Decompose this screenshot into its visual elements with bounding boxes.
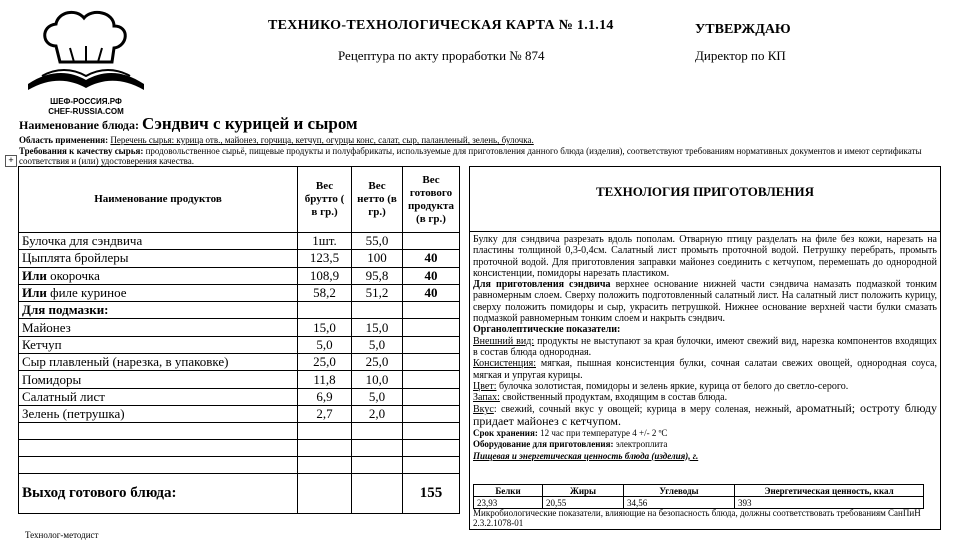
table-row [19, 371, 460, 388]
output-label: Выход готового блюда: [19, 474, 298, 514]
chef-hat-book-icon [22, 6, 150, 92]
ingredient-ready [403, 405, 460, 422]
approve-label: УТВЕРЖДАЮ [695, 22, 791, 37]
header-net: Вес нетто (в гр.) [352, 167, 403, 233]
color-label: Цвет: [473, 380, 497, 392]
header-ready: Вес готового продукта (в гр.) [403, 167, 460, 233]
dish-name: Сэндвич с курицей и сыром [141, 114, 358, 133]
table-move-handle-icon[interactable]: + [5, 155, 17, 167]
ingredient-label: Цыплята бройлеры [22, 250, 129, 266]
ingredient-ready [403, 354, 460, 371]
storage-label: Срок хранения: [473, 428, 538, 439]
ingredient-name [19, 233, 298, 250]
table-row [19, 284, 460, 301]
requirements-line [19, 146, 939, 166]
taste-label: Вкус [473, 404, 494, 416]
ingredient-label: Сыр плавленый (нарезка, в упаковке) [22, 354, 229, 370]
ingredient-prefix: Или [22, 285, 51, 301]
empty-row [19, 457, 460, 474]
nutrition-carbs: 34,56 [624, 497, 735, 509]
ingredient-net: 95,8 [352, 267, 403, 284]
nutrition-header-fat: Жиры [543, 485, 624, 497]
ingredient-ready [403, 336, 460, 353]
ingredient-label: Булочка для сэндвича [22, 233, 143, 249]
output-row [19, 474, 460, 514]
output-value: 155 [403, 474, 460, 514]
consistency-text: мягкая, пышная консистенция булки, сочная салатаи свежих овощей, однородная соуса, мягкая и упругая курицы. [473, 358, 937, 381]
ingredient-name [19, 302, 298, 319]
table-row [19, 250, 460, 267]
technology-text [473, 234, 937, 462]
ingredient-gross: 1шт. [298, 233, 352, 250]
organoleptic-label: Органолептические показатели: [473, 324, 621, 336]
microbiology-note: Микробиологические показатели, влияющие на безопасность блюда, должны соответствовать требованиям СанПиН 2.3.2.1078-01 [473, 508, 921, 528]
taste-text-big: ароматный; остроту блюду придает майонез с кетчупом. [473, 401, 937, 428]
nutrition-protein: 23,93 [474, 497, 543, 509]
color-text: булочка золотистая, помидоры и зелень яркие, курица от белого до светло-серого. [496, 380, 849, 392]
storage-line [473, 428, 937, 439]
requirements-value: продовольственное сырьё, пищевые продукты и полуфабрикаты, используемые для приготовления данного блюда (изделия), соответствуют требованиям нормативных документов и имеют сертификаты соответствия и (или) удостоверения качества. [19, 146, 922, 166]
ingredient-gross: 2,7 [298, 405, 352, 422]
ingredient-net: 10,0 [352, 371, 403, 388]
nutrition-header-protein: Белки [474, 485, 543, 497]
tech-p2-text: верхнее основание нижней части сэндвича намазать подмазкой тонким равномерным слоем. Сверху положить подготовленный салатный лист. На салатный лист положить курицу, сверху положить помидоры и сыр, украсить петрушкой. Нижнее основание верхней части булки смазать подмазкой равномерным тонким слоем и накрыть сэндвич. [473, 279, 937, 325]
ingredient-net: 100 [352, 250, 403, 267]
tech-paragraph-1: Булку для сэндвича разрезать вдоль пополам. Отварную птицу разделать на филе без кожи, нарезать на пластины толщиной 0,3-0,4см. Салатный лист промыть проточной водой. Петрушку перебрать, промыть проточной водой. Для приготовления заправки майонез соединить с кетчупом, перемешать до однородной консистенции, помидоры нарезать пластиком. [473, 234, 937, 279]
ingredient-net: 5,0 [352, 336, 403, 353]
nutrition-fat: 20,55 [543, 497, 624, 509]
ingredient-ready [403, 302, 460, 319]
table-row [19, 233, 460, 250]
scope-value: Перечень сырья: курица отв., майонез, горчица, кетчуп, огурцы конс, салат, сыр, паланленый, зелень, булочка. [110, 135, 534, 145]
logo-text-en: CHEF-RUSSIA.COM [48, 107, 124, 116]
tech-p2-label: Для приготовления сэндвича [473, 279, 611, 291]
table-row [19, 336, 460, 353]
header-name: Наименование продуктов [19, 167, 298, 233]
ingredient-gross: 123,5 [298, 250, 352, 267]
ingredient-name [19, 371, 298, 388]
nutrition-header-carbs: Углеводы [624, 485, 735, 497]
ingredient-name [19, 319, 298, 336]
storage-text: 12 час при температуре 4 +/- 2 ºС [537, 428, 668, 439]
equipment-label: Оборудование для приготовления: [473, 439, 614, 450]
color-line [473, 381, 937, 392]
ingredient-gross: 25,0 [298, 354, 352, 371]
ingredient-ready [403, 233, 460, 250]
ingredient-ready [403, 319, 460, 336]
ingredients-table [18, 166, 460, 514]
ingredient-net: 2,0 [352, 405, 403, 422]
ingredient-label: филе куриное [50, 285, 127, 301]
scope-line [19, 135, 939, 145]
equipment-line [473, 439, 937, 450]
ingredient-gross: 5,0 [298, 336, 352, 353]
table-header-row [19, 167, 460, 233]
table-row [19, 354, 460, 371]
card-subtitle: Рецептура по акту проработки № 874 [338, 48, 545, 63]
empty-row [19, 440, 460, 457]
ingredient-ready: 40 [403, 284, 460, 301]
ingredient-net: 15,0 [352, 319, 403, 336]
consistency-label: Консистенция: [473, 358, 536, 370]
ingredient-gross: 6,9 [298, 388, 352, 405]
ingredient-gross: 108,9 [298, 267, 352, 284]
logo-text-ru: ШЕФ-РОССИЯ.РФ [50, 97, 122, 106]
nutrition-label: Пищевая и энергетическая ценность блюда (изделия), г. [473, 450, 699, 461]
taste-text: : свежий, сочный вкус у овощей; курица в меру соленая, нежный, [493, 404, 796, 416]
ingredient-gross [298, 302, 352, 319]
ingredient-name [19, 267, 298, 284]
appearance-text: продукты не выступают за края булочки, имеют свежий вид, нарезка компонентов входящих в состав блюда однородная. [473, 335, 938, 358]
ingredient-label: окорочка [50, 267, 100, 283]
ingredient-ready: 40 [403, 250, 460, 267]
appearance-line [473, 336, 937, 359]
empty-row [19, 423, 460, 440]
scope-label: Область применения: [19, 135, 109, 145]
table-row [19, 405, 460, 422]
technology-title: ТЕХНОЛОГИЯ ПРИГОТОВЛЕНИЯ [469, 166, 941, 232]
chef-russia-logo [22, 6, 150, 114]
ingredient-name [19, 354, 298, 371]
table-row [19, 319, 460, 336]
table-row [19, 267, 460, 284]
ingredient-label: Салатный лист [22, 388, 105, 404]
ingredient-ready: 40 [403, 267, 460, 284]
nutrition-header-energy: Энергетическая ценность, ккал [735, 485, 924, 497]
ingredient-name [19, 284, 298, 301]
consistency-line [473, 358, 937, 381]
equipment-text: электроплита [613, 439, 668, 450]
card-title: ТЕХНИКО-ТЕХНОЛОГИЧЕСКАЯ КАРТА № 1.1.14 [268, 18, 614, 33]
ingredient-label: Кетчуп [22, 336, 62, 352]
header-gross: Вес брутто ( в гр.) [298, 167, 352, 233]
requirements-label: Требования к качеству сырья: [19, 146, 144, 156]
appearance-label: Внешний вид: [473, 335, 535, 347]
ingredient-ready [403, 371, 460, 388]
ingredient-net: 5,0 [352, 388, 403, 405]
ingredient-name [19, 405, 298, 422]
ingredient-gross: 58,2 [298, 284, 352, 301]
ingredient-net [352, 302, 403, 319]
ingredient-ready [403, 388, 460, 405]
tech-paragraph-2 [473, 279, 937, 324]
ingredient-label: Для подмазки: [22, 302, 109, 318]
nutrition-energy: 393 [735, 497, 924, 509]
ingredient-name [19, 336, 298, 353]
ingredient-prefix: Или [22, 267, 51, 283]
ingredient-label: Зелень (петрушка) [22, 406, 125, 422]
nutrition-header-row [474, 485, 924, 497]
ingredient-gross: 15,0 [298, 319, 352, 336]
smell-text: свойственный продуктам, входящим в состав блюда. [499, 392, 728, 404]
smell-label: Запах: [473, 392, 500, 404]
dish-title [19, 114, 358, 134]
ingredient-gross: 11,8 [298, 371, 352, 388]
ingredient-label: Майонез [22, 319, 71, 335]
taste-line [473, 403, 937, 428]
dish-label: Наименование блюда: [19, 118, 142, 132]
ingredient-net: 51,2 [352, 284, 403, 301]
ingredient-name [19, 388, 298, 405]
ingredient-label: Помидоры [22, 371, 82, 387]
ingredient-name [19, 250, 298, 267]
technolog-signature: Технолог-методист [25, 530, 99, 540]
ingredient-net: 25,0 [352, 354, 403, 371]
nutrition-values-row [474, 497, 924, 509]
ingredient-net: 55,0 [352, 233, 403, 250]
director-label: Директор по КП [695, 48, 786, 63]
table-row [19, 302, 460, 319]
table-row [19, 388, 460, 405]
nutrition-table [473, 484, 924, 509]
